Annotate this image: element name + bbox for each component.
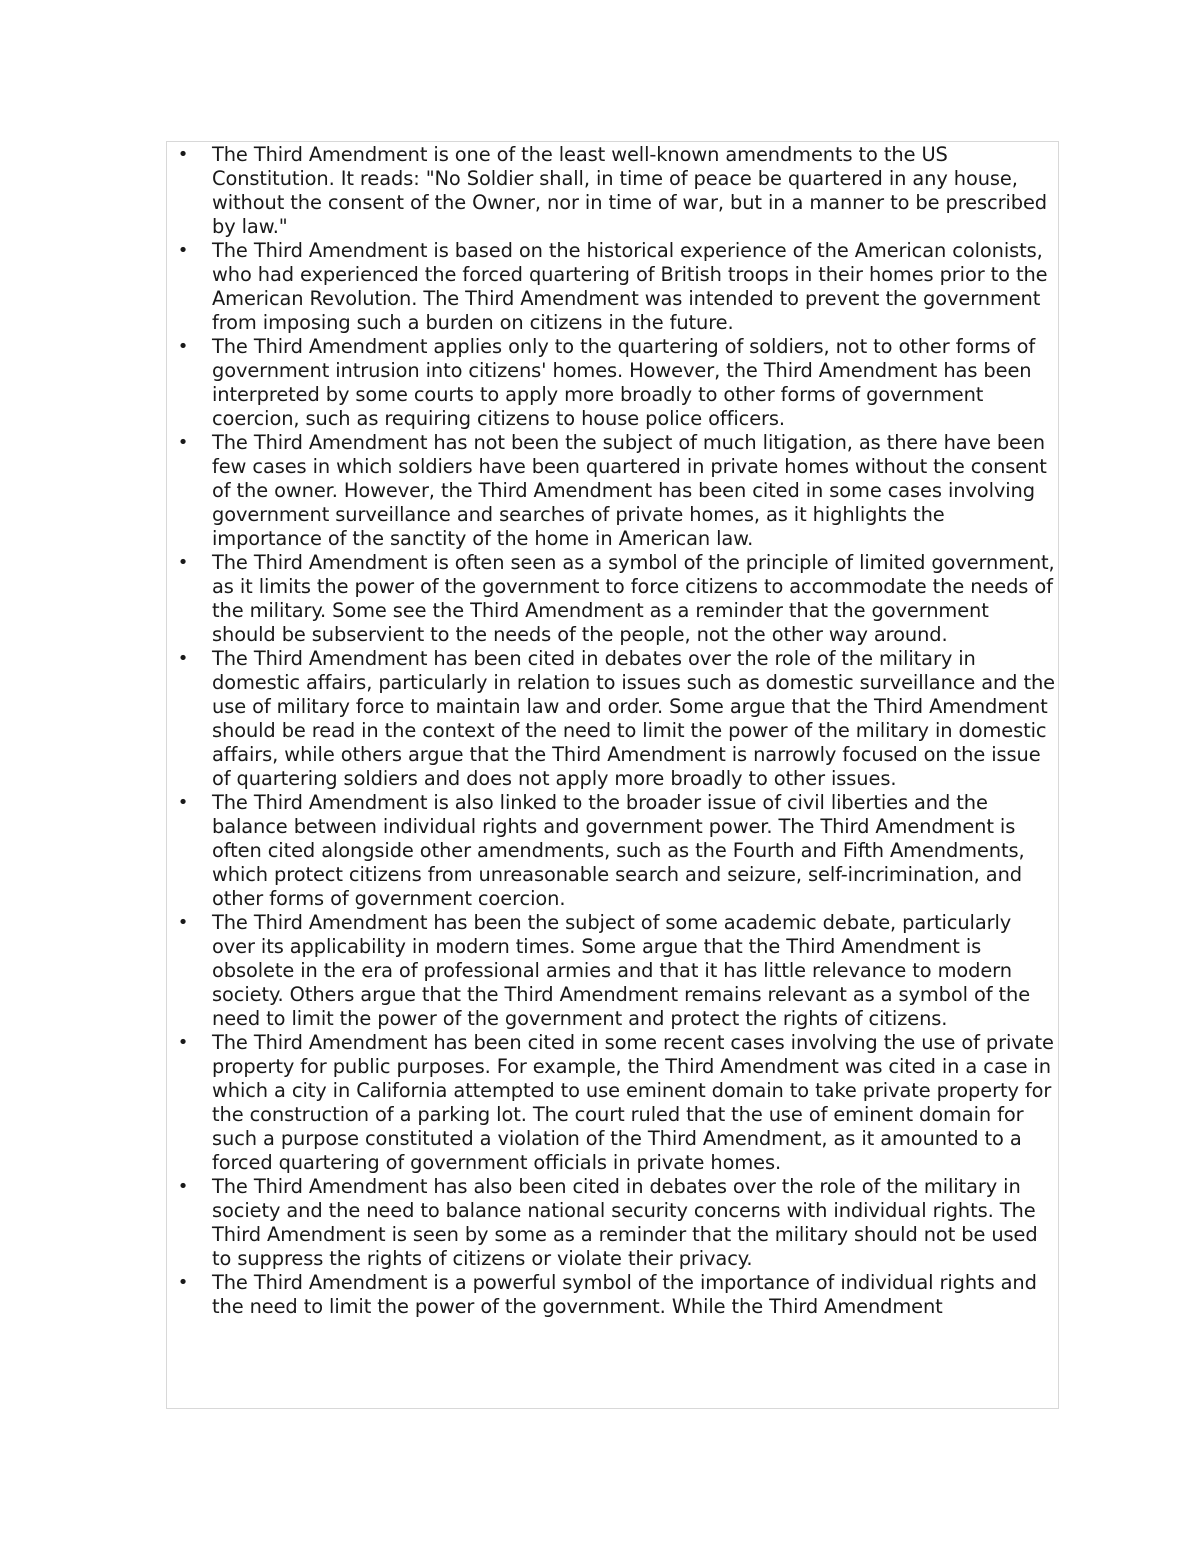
list-item-text: The Third Amendment is a powerful symbol of the importance of individual rights and the need to limit the power of the government. While the Third Amendment — [212, 1271, 1037, 1318]
bullet-icon: • — [177, 552, 189, 573]
list-item — [167, 911, 1059, 1031]
bullet-icon: • — [177, 792, 189, 813]
bullet-icon: • — [177, 648, 189, 669]
bullet-icon: • — [177, 240, 189, 261]
list-item-text: The Third Amendment has been cited in debates over the role of the military in domestic affairs, particularly in relation to issues such as domestic surveillance and the use of military force to maintain law and order. Some argue that the Third Amendment should be read in the context of the need to limit the power of the military in domestic affairs, while others argue that the Third Amendment is narrowly focused on the issue of quartering soldiers and does not apply more broadly to other issues. — [212, 647, 1055, 790]
list-item — [167, 143, 1059, 239]
list-item — [167, 239, 1059, 335]
bullet-icon: • — [177, 912, 189, 933]
bullet-icon: • — [177, 336, 189, 357]
bullet-icon: • — [177, 1032, 189, 1053]
list-item — [167, 1031, 1059, 1175]
bullet-icon: • — [177, 1176, 189, 1197]
list-item-text: The Third Amendment is based on the historical experience of the American colonists, who had experienced the forced quartering of British troops in their homes prior to the American Revolution. The Third Amendment was intended to prevent the government from imposing such a burden on citizens in the future. — [212, 239, 1048, 334]
list-item-text: The Third Amendment has not been the subject of much litigation, as there have been few cases in which soldiers have been quartered in private homes without the consent of the owner. However, the Third Amendment has been cited in some cases involving government surveillance and searches of private homes, as it highlights the importance of the sanctity of the home in American law. — [212, 431, 1047, 550]
bullet-list — [167, 143, 1059, 1319]
list-item — [167, 647, 1059, 791]
list-item-text: The Third Amendment is one of the least well-known amendments to the US Constitution. It reads: "No Soldier shall, in time of peace be quartered in any house, without the consent of the Owner, nor in time of war, but in a manner to be prescribed by law." — [212, 143, 1047, 238]
list-item — [167, 791, 1059, 911]
list-item-text: The Third Amendment has been cited in some recent cases involving the use of private property for public purposes. For example, the Third Amendment was cited in a case in which a city in California attempted to use eminent domain to take private property for the construction of a parking lot. The court ruled that the use of eminent domain for such a purpose constituted a violation of the Third Amendment, as it amounted to a forced quartering of government officials in private homes. — [212, 1031, 1054, 1174]
list-item — [167, 431, 1059, 551]
bullet-icon: • — [177, 432, 189, 453]
list-item — [167, 1271, 1059, 1319]
list-item-text: The Third Amendment applies only to the quartering of soldiers, not to other forms of government intrusion into citizens' homes. However, the Third Amendment has been interpreted by some courts to apply more broadly to other forms of government coercion, such as requiring citizens to house police officers. — [212, 335, 1036, 430]
list-item — [167, 551, 1059, 647]
list-item-text: The Third Amendment has also been cited in debates over the role of the military in society and the need to balance national security concerns with individual rights. The Third Amendment is seen by some as a reminder that the military should not be used to suppress the rights of citizens or violate their privacy. — [212, 1175, 1038, 1270]
bullet-icon: • — [177, 144, 189, 165]
page-frame — [166, 141, 1059, 1409]
list-item-text: The Third Amendment has been the subject of some academic debate, particularly over its applicability in modern times. Some argue that the Third Amendment is obsolete in the era of professional armies and that it has little relevance to modern society. Others argue that the Third Amendment remains relevant as a symbol of the need to limit the power of the government and protect the rights of citizens. — [212, 911, 1031, 1030]
list-item — [167, 335, 1059, 431]
list-item-text: The Third Amendment is often seen as a symbol of the principle of limited government, as it limits the power of the government to force citizens to accommodate the needs of the military. Some see the Third Amendment as a reminder that the government should be subservient to the needs of the people, not the other way around. — [212, 551, 1055, 646]
list-item-text: The Third Amendment is also linked to the broader issue of civil liberties and the balance between individual rights and government power. The Third Amendment is often cited alongside other amendments, such as the Fourth and Fifth Amendments, which protect citizens from unreasonable search and seizure, self-incrimination, and other forms of government coercion. — [212, 791, 1025, 910]
list-item — [167, 1175, 1059, 1271]
bullet-icon: • — [177, 1272, 189, 1293]
